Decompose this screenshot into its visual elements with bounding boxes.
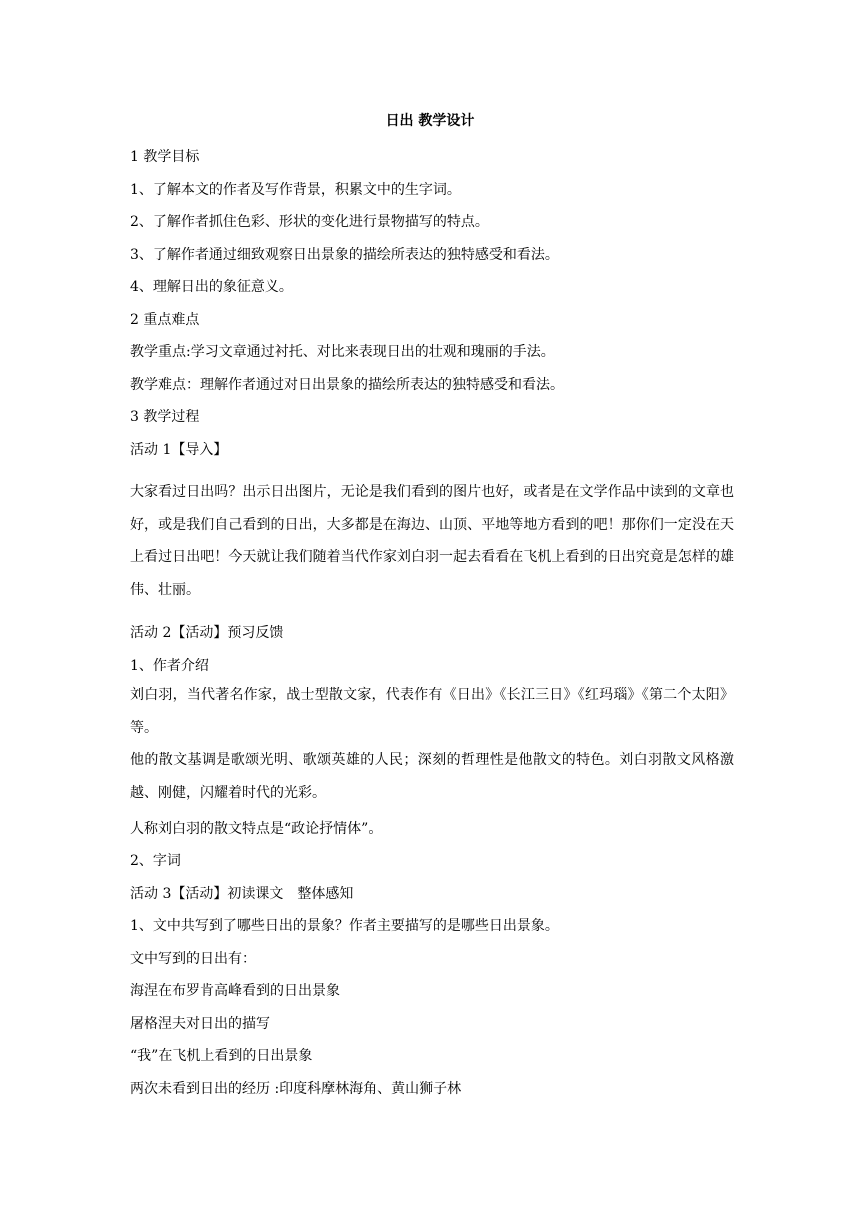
goal-item-2: 2、了解作者抓住色彩、形状的变化进行景物描写的特点。: [130, 214, 489, 230]
sunrise-item-3: “我”在飞机上看到的日出景象: [130, 1048, 313, 1064]
goal-item-1: 1、了解本文的作者及写作背景，积累文中的生字词。: [130, 182, 461, 198]
activity-3-title: 活动 3【活动】初读课文 整体感知: [130, 886, 354, 902]
author-style-paragraph: 他的散文基调是歌颂光明、歌颂英雄的人民；深刻的哲理性是他散文的特色。刘白羽散文风格激越、刚健，闪耀着时代的光彩。: [130, 752, 734, 801]
author-intro-paragraph: 刘白羽，当代著名作家，战士型散文家，代表作有《日出》《长江三日》《红玛瑙》《第二个太阳》等。: [130, 687, 734, 736]
answer-lead: 文中写到的日出有：: [130, 951, 256, 967]
goal-item-3: 3、了解作者通过细致观察日出景象的描绘所表达的独特感受和看法。: [130, 247, 559, 263]
section-heading-process: 3 教学过程: [130, 409, 200, 425]
sunrise-item-2: 屠格涅夫对日出的描写: [130, 1016, 270, 1032]
activity-2-title: 活动 2【活动】预习反馈: [130, 625, 284, 641]
section-heading-key-points: 2 重点难点: [130, 312, 200, 328]
author-style-label: 人称刘白羽的散文特点是“政论抒情体”。: [130, 821, 383, 837]
difficult-point-text: 教学难点：理解作者通过对日出景象的描绘所表达的独特感受和看法。: [130, 377, 564, 393]
section-heading-goals: 1 教学目标: [130, 149, 200, 165]
sunrise-item-1: 海涅在布罗肯高峰看到的日出景象: [130, 983, 340, 999]
author-intro-heading: 1、作者介绍: [130, 658, 209, 674]
document-title: 日出 教学设计: [385, 113, 475, 129]
sunrise-item-4: 两次未看到日出的经历 :印度科摩林海角、黄山狮子林: [130, 1081, 462, 1097]
words-heading: 2、字词: [130, 853, 181, 869]
activity-1-paragraph: 大家看过日出吗？出示日出图片，无论是我们看到的图片也好，或者是在文学作品中读到的文章也好，或是我们自己看到的日出，大多都是在海边、山顶、平地等地方看到的吧！那你们一定没在天上看过日出吧！今天就让我们随着当代作家刘白羽一起去看看在飞机上看到的日出究竟是怎样的雄伟、壮丽。: [130, 484, 734, 598]
activity-1-title: 活动 1【导入】: [130, 442, 228, 458]
goal-item-4: 4、理解日出的象征意义。: [130, 279, 293, 295]
question-1: 1、文中共写到了哪些日出的景象？作者主要描写的是哪些日出景象。: [130, 918, 559, 934]
key-point-text: 教学重点:学习文章通过衬托、对比来表现日出的壮观和瑰丽的手法。: [130, 344, 555, 360]
